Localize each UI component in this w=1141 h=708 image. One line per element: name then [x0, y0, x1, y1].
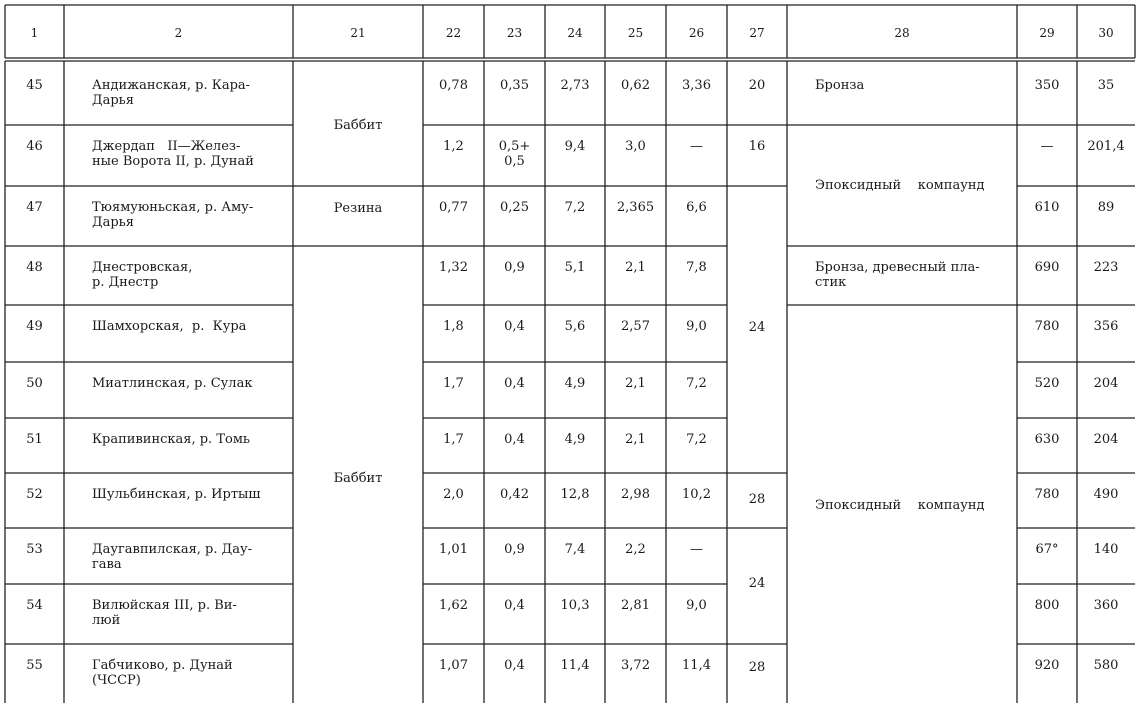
header-col-2: 2 — [174, 26, 183, 40]
station-name: Шамхорская, р. Кура — [92, 319, 247, 334]
value-c26: 9,0 — [686, 319, 707, 334]
value-c25: 2,1 — [625, 376, 646, 391]
bearing-material-babbit: Баббит — [333, 471, 383, 486]
value-c29: 690 — [1034, 260, 1060, 275]
station-name: Даугавпилская, р. Дау- гава — [92, 542, 253, 572]
value-c22: 0,78 — [439, 78, 468, 93]
row-number: 54 — [26, 598, 43, 613]
row-number: 50 — [26, 376, 43, 391]
value-c30: 204 — [1093, 376, 1119, 391]
header-col-23: 23 — [506, 26, 523, 40]
value-c29: 780 — [1034, 487, 1060, 502]
value-c23: 0,4 — [504, 376, 525, 391]
station-name: Джердап II—Желез- ные Ворота II, р. Дунай — [92, 139, 254, 169]
station-name: Крапивинская, р. Томь — [92, 432, 251, 447]
value-c23: 0,35 — [500, 78, 529, 93]
bearing-material-babbit: Баббит — [333, 118, 383, 133]
value-c22: 2,0 — [443, 487, 464, 502]
header-col-1: 1 — [30, 26, 39, 40]
value-c22: 1,01 — [439, 542, 468, 557]
station-name: Тюямуюньская, р. Аму- Дарья — [92, 200, 254, 230]
value-c29: 800 — [1034, 598, 1060, 613]
value-c22: 0,77 — [439, 200, 468, 215]
value-c24: 7,2 — [564, 200, 586, 215]
value-c30: 204 — [1093, 432, 1119, 447]
value-c25: 3,0 — [625, 139, 646, 154]
value-c23: 0,4 — [504, 319, 525, 334]
value-c29: 920 — [1034, 658, 1060, 673]
lining-material: Бронза, древесный пла- стик — [815, 260, 980, 290]
value-c24: 4,9 — [564, 432, 586, 447]
temperature: 24 — [748, 320, 766, 335]
value-c24: 10,3 — [560, 598, 590, 613]
station-name: Шульбинская, р. Иртыш — [92, 487, 261, 502]
value-c22: 1,07 — [439, 658, 468, 673]
value-c22: 1,62 — [439, 598, 468, 613]
lining-material: Бронза — [815, 78, 865, 93]
row-number: 49 — [26, 319, 43, 334]
value-c26: 3,36 — [682, 78, 711, 93]
temperature: 24 — [748, 576, 766, 591]
row-number: 53 — [26, 542, 43, 557]
header-col-30: 30 — [1098, 26, 1114, 40]
header-col-24: 24 — [567, 26, 583, 40]
station-name: Миатлинская, р. Сулак — [92, 376, 253, 391]
value-c30: 223 — [1093, 260, 1119, 275]
value-c30: 35 — [1097, 78, 1115, 93]
row-number: 52 — [26, 487, 43, 502]
row-number: 48 — [26, 260, 43, 275]
value-c30: 140 — [1093, 542, 1119, 557]
value-c25: 2,98 — [621, 487, 650, 502]
value-c30: 580 — [1093, 658, 1119, 673]
row-number: 47 — [26, 200, 43, 215]
value-c22: 1,32 — [439, 260, 468, 275]
value-c30: 89 — [1097, 200, 1115, 215]
value-c24: 12,8 — [560, 487, 590, 502]
value-c29: 610 — [1034, 200, 1060, 215]
value-c23: 0,25 — [500, 200, 529, 215]
value-c23: 0,4 — [504, 432, 525, 447]
lining-material: Эпоксидный компаунд — [815, 178, 985, 193]
value-c29: 780 — [1034, 319, 1060, 334]
value-c26: 11,4 — [682, 658, 711, 673]
temperature: 28 — [748, 660, 766, 675]
value-c29: 630 — [1034, 432, 1060, 447]
value-c29: 520 — [1034, 376, 1060, 391]
row-number: 51 — [26, 432, 43, 447]
value-c26: — — [690, 542, 703, 557]
value-c23: 0,9 — [504, 260, 525, 275]
value-c25: 2,1 — [625, 260, 646, 275]
station-name: Днестровская, р. Днестр — [92, 260, 193, 290]
value-c30: 201,4 — [1087, 139, 1125, 154]
header-col-21: 21 — [350, 26, 366, 40]
value-c26: — — [690, 139, 703, 154]
value-c26: 9,0 — [686, 598, 707, 613]
value-c24: 4,9 — [564, 376, 586, 391]
temperature: 20 — [748, 78, 766, 93]
value-c26: 6,6 — [686, 200, 707, 215]
value-c25: 2,365 — [616, 200, 655, 215]
header-col-27: 27 — [749, 26, 765, 40]
value-c26: 7,8 — [686, 260, 707, 275]
value-c24: 5,1 — [564, 260, 586, 275]
value-c22: 1,8 — [443, 319, 464, 334]
value-c25: 2,2 — [625, 542, 646, 557]
value-c25: 2,81 — [621, 598, 650, 613]
value-c23: 0,4 — [504, 658, 525, 673]
value-c22: 1,7 — [443, 432, 464, 447]
row-number: 46 — [26, 139, 43, 154]
station-name: Вилюйская III, р. Ви- люй — [92, 598, 237, 628]
value-c23: 0,4 — [504, 598, 525, 613]
temperature: 28 — [748, 492, 766, 507]
station-name: Андижанская, р. Кара- Дарья — [92, 78, 251, 108]
value-c22: 1,2 — [443, 139, 464, 154]
value-c23: 0,5+ 0,5 — [498, 139, 531, 169]
value-c24: 5,6 — [564, 319, 586, 334]
value-c26: 7,2 — [686, 432, 707, 447]
value-c30: 360 — [1093, 598, 1119, 613]
value-c29: 67° — [1035, 542, 1059, 557]
lining-material: Эпоксидный компаунд — [815, 498, 985, 513]
header-col-22: 22 — [445, 26, 462, 40]
row-number: 45 — [26, 78, 43, 93]
value-c25: 0,62 — [621, 78, 650, 93]
value-c29: 350 — [1034, 78, 1060, 93]
value-c23: 0,42 — [500, 487, 529, 502]
value-c24: 9,4 — [564, 139, 586, 154]
value-c25: 2,57 — [621, 319, 650, 334]
header-col-29: 29 — [1039, 26, 1055, 40]
value-c24: 7,4 — [564, 542, 586, 557]
header-col-28: 28 — [894, 26, 910, 40]
header-col-26: 26 — [688, 26, 705, 40]
bearing-material-rubber: Резина — [333, 201, 383, 216]
value-c30: 356 — [1093, 319, 1119, 334]
value-c26: 7,2 — [686, 376, 707, 391]
value-c26: 10,2 — [682, 487, 711, 502]
value-c25: 2,1 — [625, 432, 646, 447]
value-c29: — — [1040, 139, 1054, 154]
value-c23: 0,9 — [504, 542, 525, 557]
value-c24: 11,4 — [560, 658, 590, 673]
value-c24: 2,73 — [560, 78, 590, 93]
value-c22: 1,7 — [443, 376, 464, 391]
value-c25: 3,72 — [621, 658, 650, 673]
row-number: 55 — [26, 658, 43, 673]
station-name: Габчиково, р. Дунай (ЧССР) — [92, 658, 233, 688]
header-col-25: 25 — [627, 26, 644, 40]
temperature: 16 — [748, 139, 766, 154]
value-c30: 490 — [1093, 487, 1119, 502]
